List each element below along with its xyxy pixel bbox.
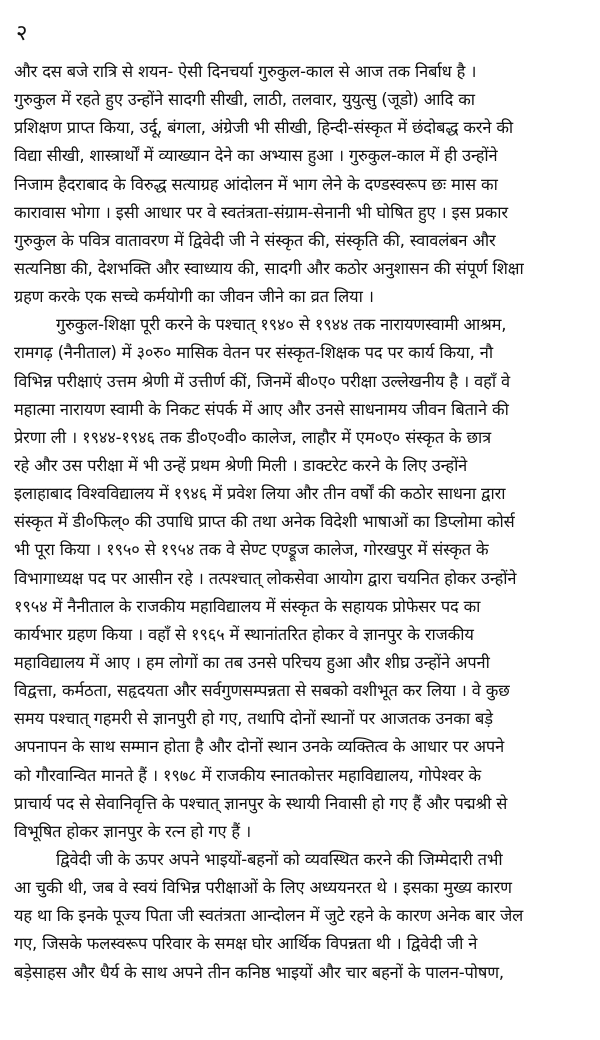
text-line: आ चुकी थी, जब वे स्वयं विभिन्न परीक्षाओं के लिए अध्ययनरत थे । इसका मुख्य कारण	[14, 878, 512, 898]
text-line: भी पूरा किया । १९५० से १९५४ तक वे सेण्ट एण्ड्रूज कालेज, गोरखपुर में संस्कृत के	[14, 540, 489, 560]
text-line: महात्मा नारायण स्वामी के निकट संपर्क में आए और उनसे साधनामय जीवन बिताने की	[14, 399, 509, 419]
text-line: प्राचार्य पद से सेवानिवृत्ति के पश्चात् ज्ञानपुर के स्थायी निवासी हो गए हैं और पद्मश्री से	[14, 793, 508, 813]
text-line: इलाहाबाद विश्वविद्यालय में १९४६ में प्रवेश लिया और तीन वर्षों की कठोर साधना द्वारा	[14, 484, 506, 504]
text-line: गुरुकुल-शिक्षा पूरी करने के पश्चात् १९४० से १९४४ तक नारायणस्वामी आश्रम,	[56, 315, 507, 335]
text-line: सत्यनिष्ठा की, देशभक्ति और स्वाध्याय की, सादगी और कठोर अनुशासन की संपूर्ण शिक्षा	[14, 258, 524, 278]
document-page	[14, 0, 590, 1040]
text-line: समय पश्चात् गहमरी से ज्ञानपुरी हो गए, तथापि दोनों स्थानों पर आजतक उनका बड़े	[14, 709, 493, 729]
text-line: संस्कृत में डी०फिल्० की उपाधि प्राप्त की तथा अनेक विदेशी भाषाओं का डिप्लोमा कोर्स	[14, 512, 515, 532]
text-line: निजाम हैदराबाद के विरुद्ध सत्याग्रह आंदोलन में भाग लेने के दण्डस्वरूप छः मास का	[14, 174, 498, 194]
text-line: कार्यभार ग्रहण किया । वहाँ से १९६५ में स्थानांतरित होकर वे ज्ञानपुर के राजकीय	[14, 624, 474, 644]
text-line: प्रेरणा ली । १९४४-१९४६ तक डी०ए०वी० कालेज, लाहौर में एम०ए० संस्कृत के छात्र	[14, 427, 492, 447]
text-line: अपनापन के साथ सम्मान होता है और दोनों स्थान उनके व्यक्तित्व के आधार पर अपने	[14, 737, 505, 757]
text-line: विद्वत्ता, कर्मठता, सहृदयता और सर्वगुणसम्पन्नता से सबको वशीभूत कर लिया । वे कुछ	[14, 681, 510, 701]
text-line: विभूषित होकर ज्ञानपुर के रत्न हो गए हैं ।	[14, 821, 252, 841]
text-line: को गौरवान्वित मानते हैं । १९७८ में राजकीय स्नातकोत्तर महाविद्यालय, गोपेश्वर के	[14, 765, 481, 785]
text-line: रहे और उस परीक्षा में भी उन्हें प्रथम श्रेणी मिली । डाक्टरेट करने के लिए उन्होंने	[14, 455, 468, 475]
page-number: २	[16, 21, 28, 46]
text-line: यह था कि इनके पूज्य पिता जी स्वतंत्रता आन्दोलन में जुटे रहने के कारण अनेक बार जेल	[14, 906, 524, 926]
text-line: द्विवेदी जी के ऊपर अपने भाइयों-बहनों को व्यवस्थित करने की जिम्मेदारी तभी	[56, 849, 503, 869]
text-line: कारावास भोगा । इसी आधार पर वे स्वतंत्रता-संग्राम-सेनानी भी घोषित हुए । इस प्रकार	[14, 202, 508, 222]
text-line: विद्या सीखी, शास्त्रार्थों में व्याख्यान देने का अभ्यास हुआ । गुरुकुल-काल में ही उन्होंने	[14, 146, 498, 166]
text-line: विभिन्न परीक्षाएं उत्तम श्रेणी में उत्तीर्ण कीं, जिनमें बी०ए० परीक्षा उल्लेखनीय है । वहाँ वे	[14, 371, 510, 391]
text-line: महाविद्यालय में आए । हम लोगों का तब उनसे परिचय हुआ और शीघ्र उन्होंने अपनी	[14, 652, 490, 672]
text-line: ग्रहण करके एक सच्चे कर्मयोगी का जीवन जीने का व्रत लिया ।	[14, 287, 374, 307]
text-line: गुरुकुल के पवित्र वातावरण में द्विवेदी जी ने संस्कृत की, संस्कृति की, स्वावलंबन और	[14, 230, 496, 250]
text-line: रामगढ़ (नैनीताल) में ३०रु० मासिक वेतन पर संस्कृत-शिक्षक पद पर कार्य किया, नौ	[14, 343, 493, 363]
text-line: बड़ेसाहस और धैर्य के साथ अपने तीन कनिष्ठ भाइयों और चार बहनों के पालन-पोषण,	[14, 962, 504, 982]
text-line: विभागाध्यक्ष पद पर आसीन रहे । तत्पश्चात् लोकसेवा आयोग द्वारा चयनित होकर उन्होंने	[14, 568, 517, 588]
text-line: गए, जिसके फलस्वरूप परिवार के समक्ष घोर आर्थिक विपन्नता थी । द्विवेदी जी ने	[14, 934, 478, 954]
text-line: प्रशिक्षण प्राप्त किया, उर्दू, बंगला, अंग्रेजी भी सीखी, हिन्दी-संस्कृत में छंदोबद्ध करने की	[14, 118, 514, 138]
text-line: १९५४ में नैनीताल के राजकीय महाविद्यालय में संस्कृत के सहायक प्रोफेसर पद का	[14, 596, 481, 616]
body-text	[14, 58, 590, 987]
text-line: और दस बजे रात्रि से शयन- ऐसी दिनचर्या गुरुकुल-काल से आज तक निर्बाध है ।	[14, 62, 477, 81]
text-line: गुरुकुल में रहते हुए उन्होंने सादगी सीखी, लाठी, तलवार, युयुत्सु (जूडो) आदि का	[14, 90, 475, 110]
